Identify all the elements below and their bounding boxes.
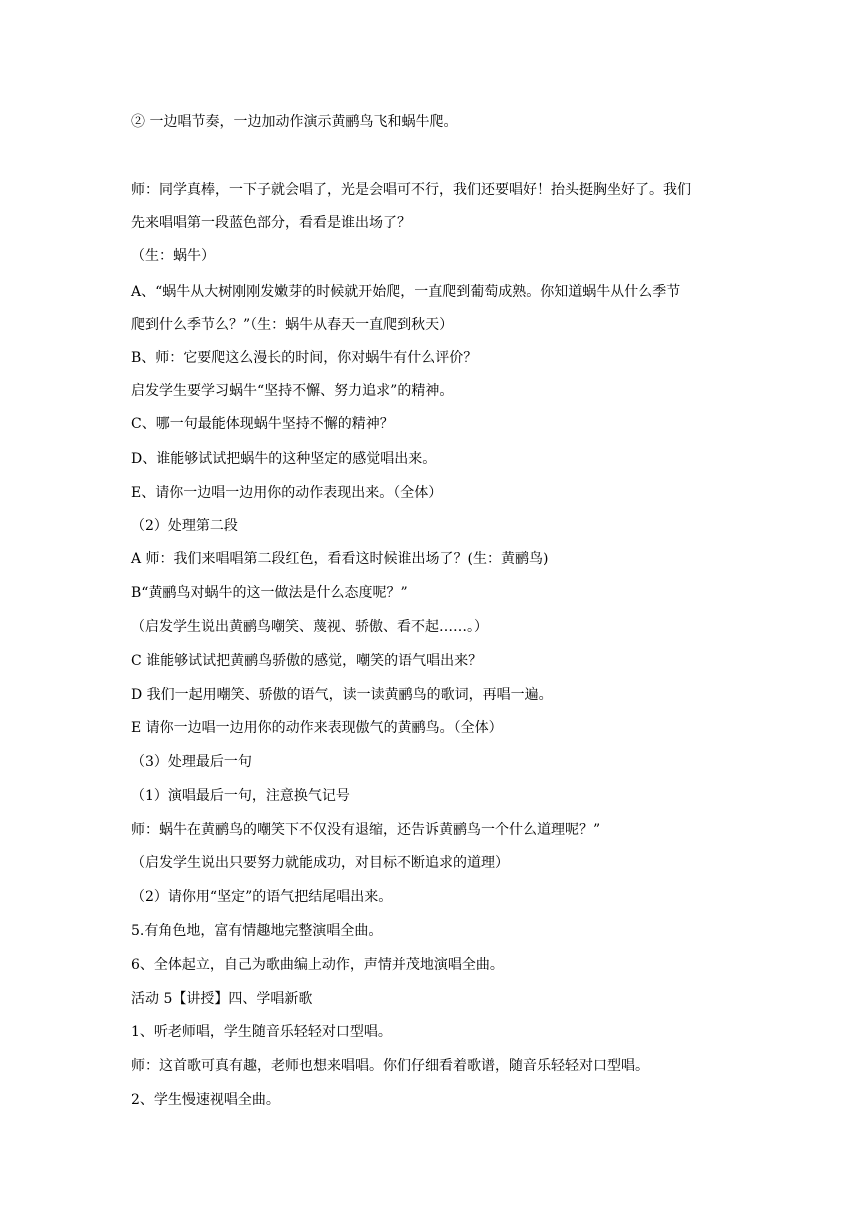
- text-line: 师：同学真棒，一下子就会唱了，光是会唱可不行，我们还要唱好！抬头挺胸坐好了。我们: [131, 182, 691, 198]
- text-line: ② 一边唱节奏，一边加动作演示黄鹂鸟飞和蜗牛爬。: [131, 114, 458, 130]
- text-line: （2）请你用“坚定”的语气把结尾唱出来。: [131, 889, 393, 905]
- text-line: 启发学生要学习蜗牛“坚持不懈、努力追求”的精神。: [131, 383, 454, 399]
- text-line: A 师：我们来唱唱第二段红色，看看这时候谁出场了？(生：黄鹂鸟): [131, 551, 549, 567]
- text-line: 6、全体起立，自己为歌曲编上动作，声情并茂地演唱全曲。: [131, 957, 504, 973]
- text-line: B“黄鹂鸟对蜗牛的这一做法是什么态度呢？”: [131, 585, 408, 601]
- text-line: C、哪一句最能体现蜗牛坚持不懈的精神？: [131, 416, 394, 432]
- text-line: 活动 5【讲授】四、学唱新歌: [131, 991, 313, 1007]
- text-line: E 请你一边唱一边用你的动作来表现傲气的黄鹂鸟。（全体）: [131, 720, 503, 736]
- text-line: 师：蜗牛在黄鹂鸟的嘲笑下不仅没有退缩，还告诉黄鹂鸟一个什么道理呢？”: [131, 822, 601, 838]
- text-line: E、请你一边唱一边用你的动作表现出来。（全体）: [131, 485, 443, 501]
- text-line: D、谁能够试试把蜗牛的这种坚定的感觉唱出来。: [131, 451, 437, 467]
- text-line: （生：蜗牛）: [131, 248, 215, 264]
- text-line: A、“蜗牛从大树刚刚发嫩芽的时候就开始爬，一直爬到葡萄成熟。你知道蜗牛从什么季节: [131, 284, 681, 300]
- text-line: C 谁能够试试把黄鹂鸟骄傲的感觉，嘲笑的语气唱出来？: [131, 653, 483, 669]
- text-line: （3）处理最后一句: [131, 754, 252, 770]
- text-line: （1）演唱最后一句，注意换气记号: [131, 788, 350, 804]
- text-line: 1、听老师唱，学生随音乐轻轻对口型唱。: [131, 1024, 392, 1040]
- text-line: 爬到什么季节么？”（生：蜗牛从春天一直爬到秋天）: [131, 317, 454, 333]
- text-line: （启发学生说出黄鹂鸟嘲笑、蔑视、骄傲、看不起……。）: [131, 619, 488, 635]
- text-line: B、师：它要爬这么漫长的时间，你对蜗牛有什么评价？: [131, 350, 478, 366]
- text-line: （启发学生说出只要努力就能成功，对目标不断追求的道理）: [131, 855, 509, 871]
- text-line: （2）处理第二段: [131, 518, 238, 534]
- text-line: 先来唱唱第一段蓝色部分，看看是谁出场了？: [131, 215, 411, 231]
- text-line: D 我们一起用嘲笑、骄傲的语气，读一读黄鹂鸟的歌词，再唱一遍。: [131, 687, 553, 703]
- text-line: 5.有角色地，富有情趣地完整演唱全曲。: [131, 923, 383, 939]
- text-line: 2、学生慢速视唱全曲。: [131, 1092, 280, 1108]
- text-line: 师：这首歌可真有趣，老师也想来唱唱。你们仔细看着歌谱，随音乐轻轻对口型唱。: [131, 1058, 649, 1074]
